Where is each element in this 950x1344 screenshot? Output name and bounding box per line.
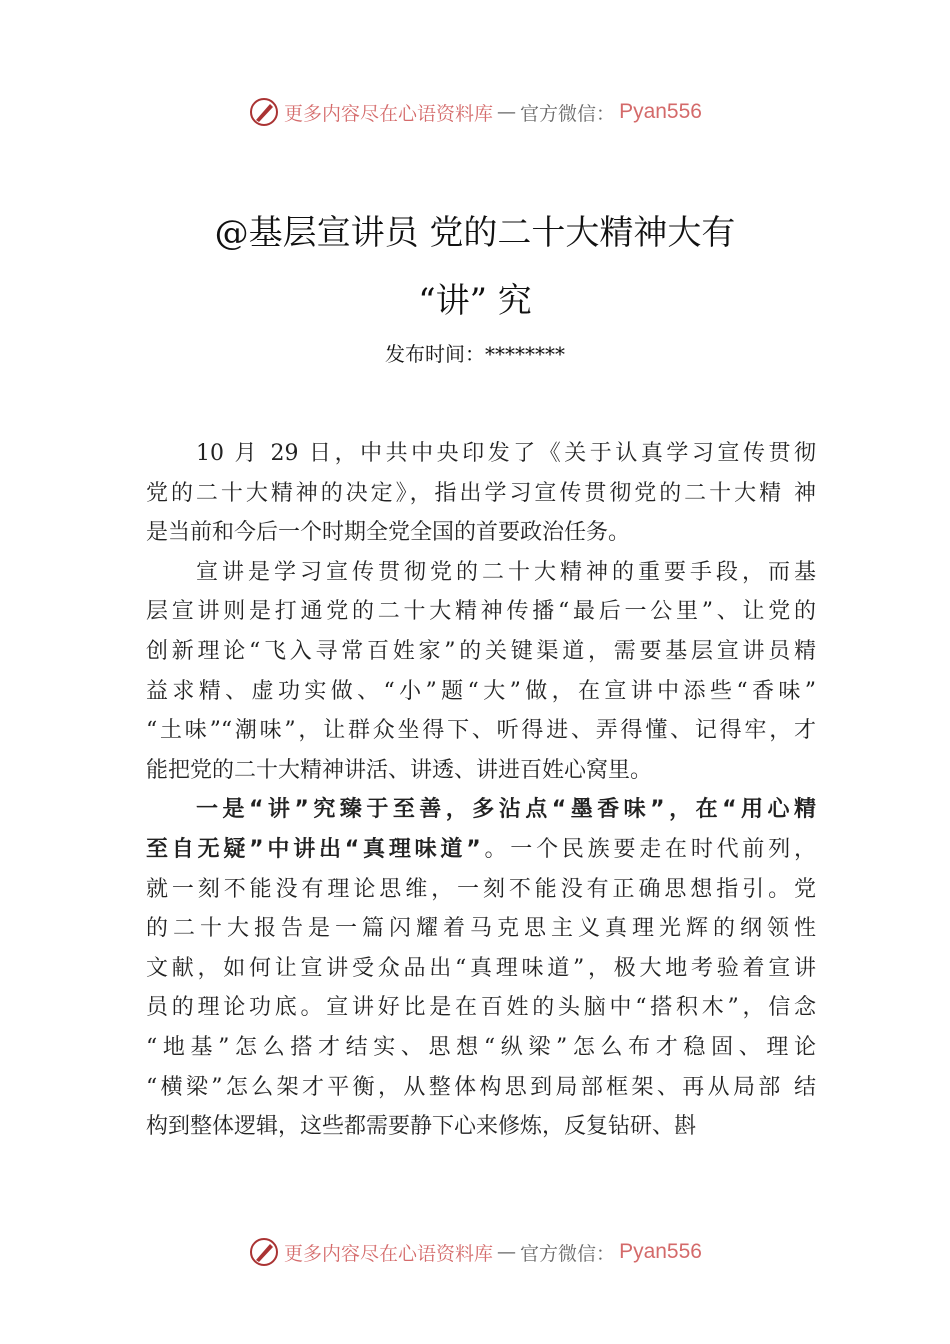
doc-body [146,434,816,1147]
text-line: 构到整体逻辑，这些都需要静下心来修炼，反复钻研、斟 [146,1114,697,1140]
text-line: 益求精、虚功实做、“小”题“大”做，在宣讲中添些“香味” [146,678,816,704]
pen-logo-icon [248,96,280,128]
doc-title-line1: @基层宣讲员 党的二十大精神大有 [214,213,736,253]
text-line: 能把党的二十大精神讲活、讲透、讲进百姓心窝里。 [146,757,653,783]
watermark-footer [0,1236,950,1268]
text-line: 就一刻不能没有理论思维，一刻不能没有正确思想指引。党 [146,876,816,902]
text-line: “地基”怎么搭才结实、思想“纵梁”怎么布才稳固、理论 [146,1034,816,1060]
text-line: 宣讲是学习宣传贯彻党的二十大精神的重要手段，而基 [196,559,816,585]
watermark-label: 官方微信： [520,1242,616,1265]
text-line: “横梁”怎么架才平衡，从整体构思到局部框架、再从局部 结 [146,1074,816,1100]
watermark-sep: — [497,101,517,123]
text-line: 文献，如何让宣讲受众品出“真理味道”，极大地考验着宣讲 [146,955,816,981]
publish-date: 发布时间：******** [385,342,565,366]
watermark-id: Pyan556 [619,100,702,123]
text-line: 层宣讲则是打通党的二十大精神传播“最后一公里”、让党的 [146,599,816,625]
watermark-site: 更多内容尽在心语资料库 [284,102,494,125]
text-line: 的二十大报告是一篇闪耀着马克思主义真理光辉的纲领性 [146,916,816,942]
bold-heading-line: 一是“讲”究臻于至善，多沾点“墨香味”，在“用心精 [196,797,816,823]
watermark-label: 官方微信： [520,102,616,125]
text-span: 。一个民族要走在时代前列， [480,836,816,862]
doc-title-line2: “讲” 究 [418,281,532,321]
text-line: “土味”“潮味”，让群众坐得下、听得进、弄得懂、记得牢，才 [146,718,816,744]
pen-logo-icon [248,1236,280,1268]
watermark-sep: — [497,1241,517,1263]
watermark-header [0,96,950,128]
text-line: 员的理论功底。宣讲好比是在百姓的头脑中“搭积木”，信念 [146,995,816,1021]
text-line: 是当前和今后一个时期全党全国的首要政治任务。 [146,520,631,546]
text-line: 党的二十大精神的决定》，指出学习宣传贯彻党的二十大精 神 [146,480,816,506]
text-line [146,830,816,870]
watermark-site: 更多内容尽在心语资料库 [284,1242,494,1265]
text-line: 10 月 29 日，中共中央印发了《关于认真学习宣传贯彻 [196,441,816,466]
watermark-id: Pyan556 [619,1240,702,1263]
text-line: 创新理论“飞入寻常百姓家”的关键渠道，需要基层宣讲员精 [146,638,816,664]
bold-heading-end: 至自无疑”中讲出“真理味道” [146,836,481,862]
